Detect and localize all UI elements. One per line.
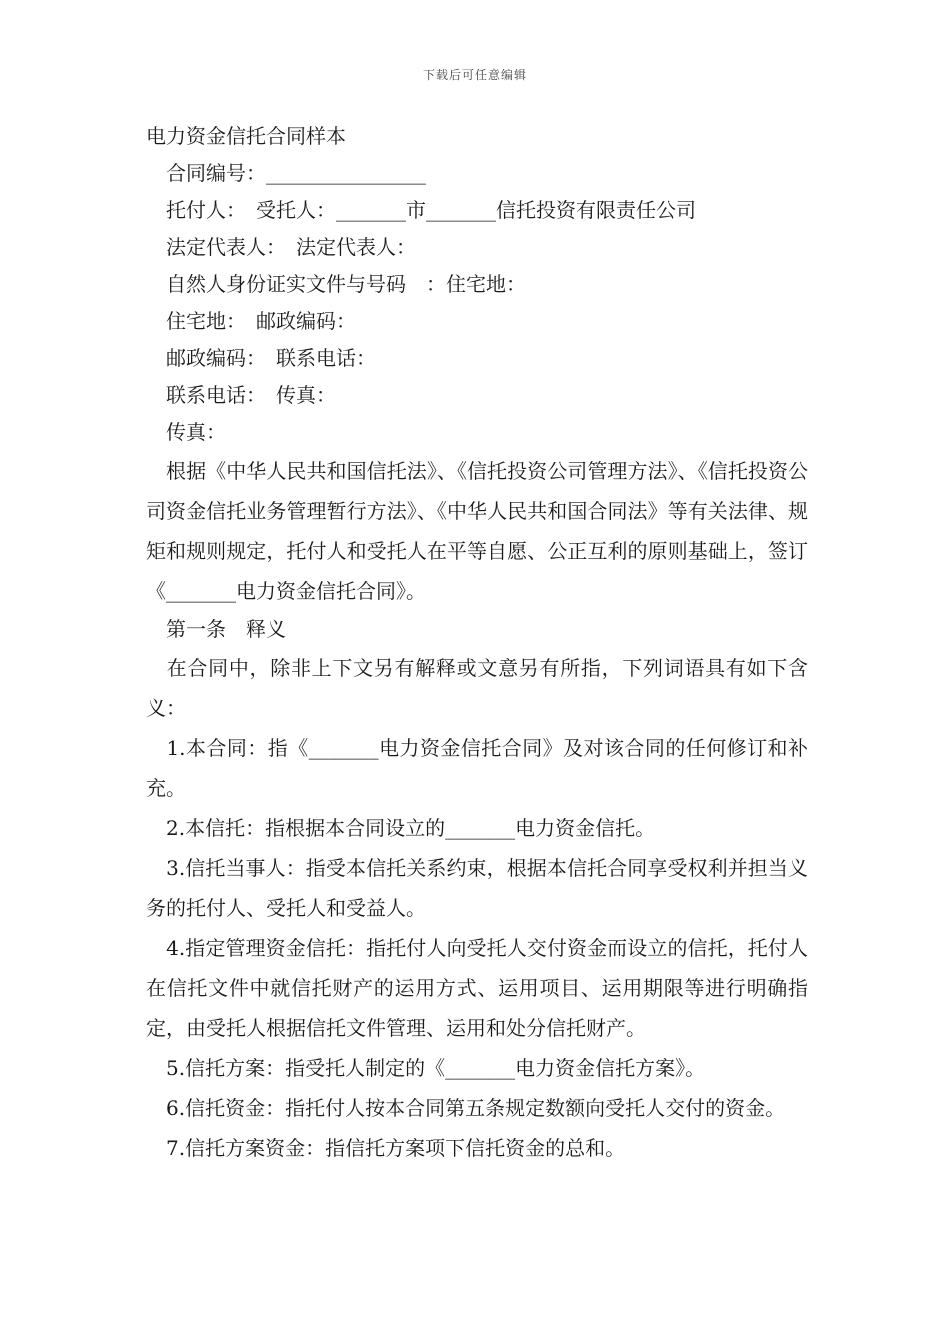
definition-item: 4.指定管理资金信托：指托付人向受托人交付资金而设立的信托，托付人在信托文件中就信托财产的运用方式、运用项目、运用期限等进行明确指定，由受托人根据信托文件管理、运用和处分信托财产。	[146, 936, 808, 1040]
document-title: 电力资金信托合同样本	[146, 124, 346, 148]
id-document-line: 自然人身份证实文件与号码 ：住宅地：	[146, 272, 526, 296]
preamble-paragraph: 根据《中华人民共和国信托法》、《信托投资公司管理方法》、《信托投资公司资金信托业务管理暂行方法》、《中华人民共和国合同法》等有关法律、规矩和规则规定，托付人和受托人在平等自愿、公正互利的原则基础上，签订《_______电力资金信托合同》。	[146, 459, 808, 603]
residence-line: 住宅地： 邮政编码：	[146, 309, 356, 333]
article-1-heading: 第一条 释义	[146, 617, 286, 641]
phone-line: 联系电话： 传真：	[146, 383, 336, 407]
page-header-note: 下载后可任意编辑	[422, 68, 527, 82]
contract-number-line: 合同编号：________________	[146, 161, 426, 185]
parties-line: 托付人： 受托人：_______市_______信托投资有限责任公司	[146, 198, 696, 222]
definition-item: 5.信托方案：指受托人制定的《_______电力资金信托方案》。	[146, 1056, 706, 1080]
definition-item: 6.信托资金：指托付人按本合同第五条规定数额向受托人交付的资金。	[146, 1096, 786, 1120]
postcode-line: 邮政编码： 联系电话：	[146, 346, 376, 370]
definition-item: 3.信托当事人：指受本信托关系约束，根据本信托合同享受权利并担当义务的托付人、受托人和受益人。	[146, 856, 808, 920]
definition-item: 7.信托方案资金：指信托方案项下信托资金的总和。	[146, 1136, 626, 1160]
document-body	[146, 118, 808, 1168]
fax-line: 传真：	[146, 420, 226, 444]
definition-item: 2.本信托：指根据本合同设立的_______电力资金信托。	[146, 816, 656, 840]
article-1-intro: 在合同中，除非上下文另有解释或文意另有所指，下列词语具有如下含义：	[146, 656, 808, 720]
definition-item: 1.本合同：指《_______电力资金信托合同》及对该合同的任何修订和补充。	[146, 736, 808, 800]
legal-representative-line: 法定代表人： 法定代表人：	[146, 235, 416, 259]
